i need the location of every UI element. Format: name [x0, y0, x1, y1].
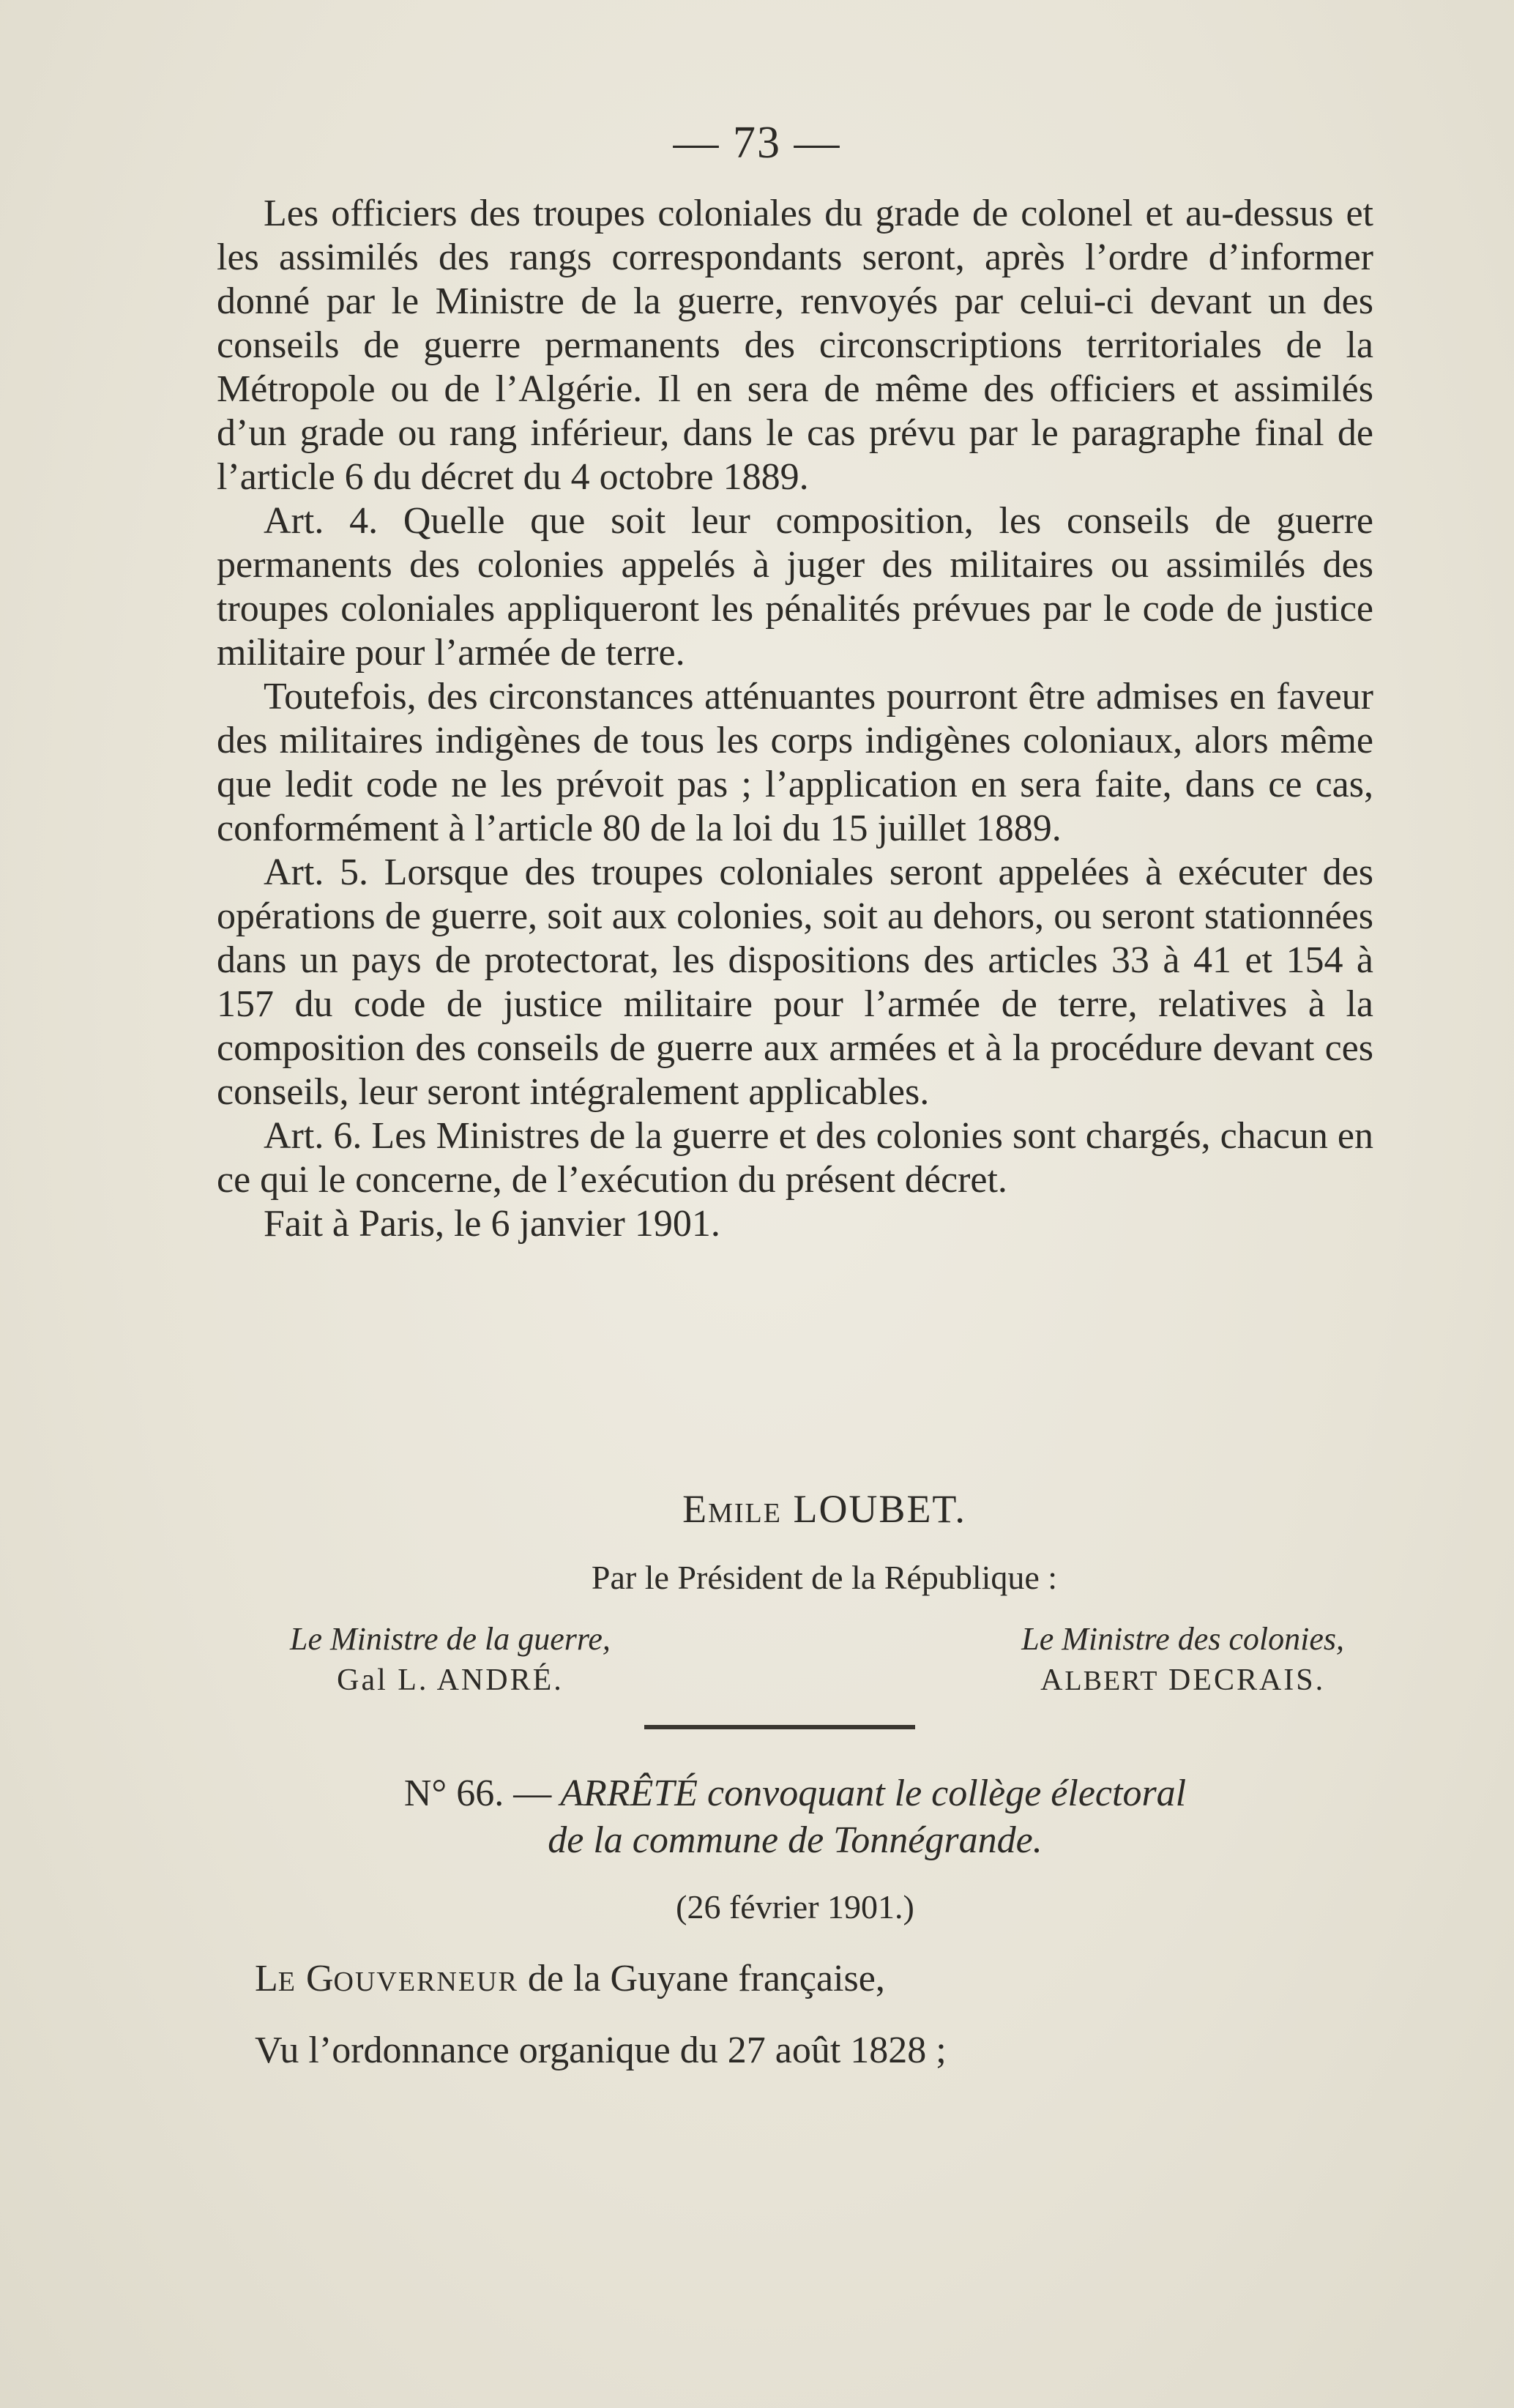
ministers-row: [217, 1619, 1373, 1701]
gouverneur-tail: de la Guyane française,: [518, 1958, 885, 1999]
section-divider: [644, 1725, 915, 1729]
minister-colonies-name: [1021, 1660, 1344, 1701]
minister-colonies-last: DECRAIS.: [1168, 1663, 1326, 1697]
president-signature: [275, 1486, 1373, 1532]
paragraph-officers: Les officiers des troupes coloniales du grade de colonel et au-dessus et les assimilés des rangs correspondants seront, après l’ordre d’informer donné par le Ministre de la guerre, renvoyés par celui-ci devant un des conseils de guerre permanents des circonscriptions territoriales de la Métropole ou de l’Algérie. Il en sera de même des officiers et assimilés d’un grade ou rang inférieur, dans le cas prévu par le paragraphe final de l’article 6 du décret du 4 octobre 1889.: [217, 193, 1373, 498]
page-number: — 73 —: [673, 118, 841, 168]
minister-colonies: [1021, 1619, 1344, 1701]
president-last-name: LOUBET.: [793, 1487, 966, 1531]
arrete-section: [217, 1770, 1373, 2089]
gouverneur-line: [255, 1948, 1373, 2013]
minister-war-title: Le Ministre de la guerre,: [290, 1621, 611, 1657]
arrete-number: N° 66.: [403, 1773, 504, 1814]
par-le-president: Par le Président de la République :: [591, 1559, 1058, 1596]
gouverneur-le-initial: L: [255, 1958, 278, 1999]
president-first-rest: MILE: [708, 1498, 782, 1529]
paragraph-article-5: Art. 5. Lorsque des troupes coloniales seront appelées à exécuter des opérations de guerre, soit aux colonies, soit au dehors, ou seront stationnées dans un pays de protectorat, les dispositions des articles 33 à 41 et 154 à 157 du code de justice militaire pour l’armée de terre, relatives à la composition des conseils de guerre aux armées et à la procédure devant ces conseils, leur seront intégralement applicables.: [217, 851, 1373, 1113]
minister-war: [290, 1619, 611, 1701]
president-first-initial: E: [682, 1487, 709, 1531]
decree-body: [217, 192, 1373, 1246]
arrete-title-line2: de la commune de Tonnégrande.: [548, 1819, 1043, 1861]
gouverneur-le-rest: E: [277, 1967, 297, 1997]
paragraph-article-4: Art. 4. Quelle que soit leur composition, les conseils de guerre permanents des colonies appelés à juger des militaires ou assimilés des troupes coloniales appliqueront les pénalités prévues par le code de justice militaire pour l’armée de terre.: [217, 500, 1373, 674]
paragraph-toutefois: Toutefois, des circonstances atténuantes pourront être admises en faveur des militaires indigènes de tous les corps indigènes coloniaux, alors même que ledit code ne les prévoit pas ; l’application en sera faite, dans ce cas, conformément à l’article 80 de la loi du 15 juillet 1889.: [217, 676, 1373, 849]
paragraph-article-6: Art. 6. Les Ministres de la guerre et des colonies sont chargés, chacun en ce qui le concerne, de l’exécution du présent décret.: [217, 1115, 1373, 1201]
arrete-date: (26 février 1901.): [676, 1888, 914, 1926]
arrete-title-line1: ARRÊTÉ convoquant le collège électoral: [560, 1773, 1187, 1814]
arrete-title: [217, 1770, 1373, 1864]
minister-colonies-title: Le Ministre des colonies,: [1021, 1621, 1344, 1657]
vu-ordonnance-line: Vu l’ordonnance organique du 27 août 1828 ;: [255, 2029, 947, 2071]
gouverneur-word-initial: G: [305, 1958, 334, 1999]
arrete-dash: —: [513, 1773, 552, 1814]
minister-colonies-first-initial: A: [1040, 1663, 1065, 1697]
gouverneur-word-rest: OUVERNEUR: [333, 1967, 518, 1997]
paragraph-fait-a-paris: Fait à Paris, le 6 janvier 1901.: [264, 1203, 720, 1245]
signature-block: [217, 1486, 1373, 1701]
minister-war-name: Gal L. ANDRÉ.: [337, 1663, 564, 1697]
minister-colonies-first-rest: LBERT: [1064, 1666, 1159, 1696]
